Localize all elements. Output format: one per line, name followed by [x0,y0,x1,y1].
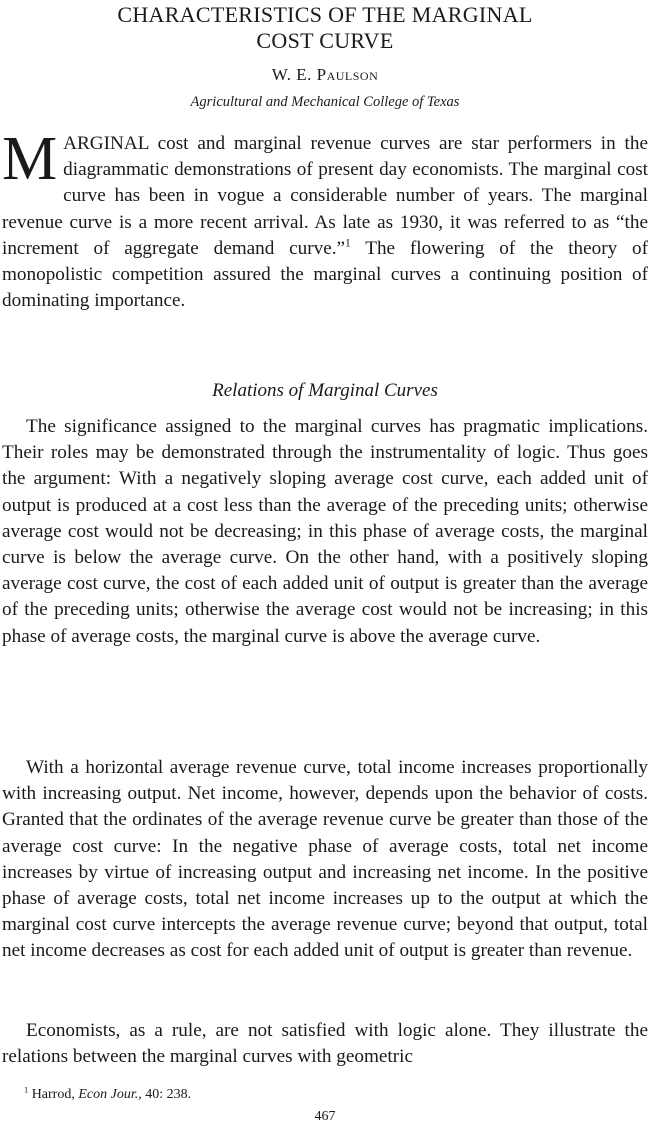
body-paragraph-1: The significance assigned to the marginal curves has pragmatic implications. Their roles may be demonstrated through the instrumentality of logic. Thus goes the argument: With a negatively sloping average cost curve, each added unit of output is produced at a cost less than the average of the preceding units; otherwise average cost would not be decreasing; in this phase of average costs, the marginal curve is below the average curve. On the other hand, with a positively sloping average cost curve, the cost of each added unit of output is greater than the average of the preceding units; otherwise the average cost would not be increasing; in this phase of average costs, the marginal curve is above the average curve. [2,416,648,647]
footnote-reference[interactable]: 1 [345,237,351,250]
footnote-number: 1 [24,1085,29,1095]
footnote-author: Harrod, [31,1087,75,1102]
intro-paragraph [2,125,648,314]
body-paragraph-3: Economists, as a rule, are not satisfied with logic alone. They illustrate the relations between the marginal curves with geometric [2,1020,648,1068]
intro-text-after-note: The flowering of the theory of monopolistic competition assured the marginal curves a continuing position of dominating importance. [2,237,648,312]
article-title-line-1: CHARACTERISTICS OF THE MARGINAL [117,2,533,27]
author-byline [0,64,650,86]
body-paragraph-2: With a horizontal average revenue curve, total income increases proportionally with increasing output. Net income, however, depends upon the behavior of costs. Granted that the ordinates of the average revenue curve be greater than those of the average cost curve: In the negative phase of average costs, total net income increases by virtue of increasing output and increasing net income. In the positive phase of average costs, total net income increases up to the output at which the marginal cost curve intercepts the average revenue curve; beyond that output, total net income decreases as cost for each added unit of output is greater than revenue. [2,757,648,962]
footnote-citation: , 40: 238. [138,1087,192,1102]
intro-text-before-note: ARGINAL cost and marginal revenue curves are star performers in the diagrammatic demonstrations of present day economists. The marginal cost curve has been in vogue a considerable number of years. The marginal revenue curve is a more recent arrival. As late as 1930, it was referred to as “the increment of aggregate demand curve.” [2,133,648,259]
section-heading: Relations of Marginal Curves [212,380,438,401]
author-initials: W. E. [271,65,312,84]
author-affiliation: Agricultural and Mechanical College of Texas [190,94,460,110]
author-surname: Paulson [316,65,379,84]
footnote-journal: Econ Jour. [78,1087,139,1102]
article-title-line-2: COST CURVE [256,28,394,53]
drop-cap: M [2,125,58,193]
footnote [24,1086,191,1104]
page-number: 467 [314,1109,336,1124]
